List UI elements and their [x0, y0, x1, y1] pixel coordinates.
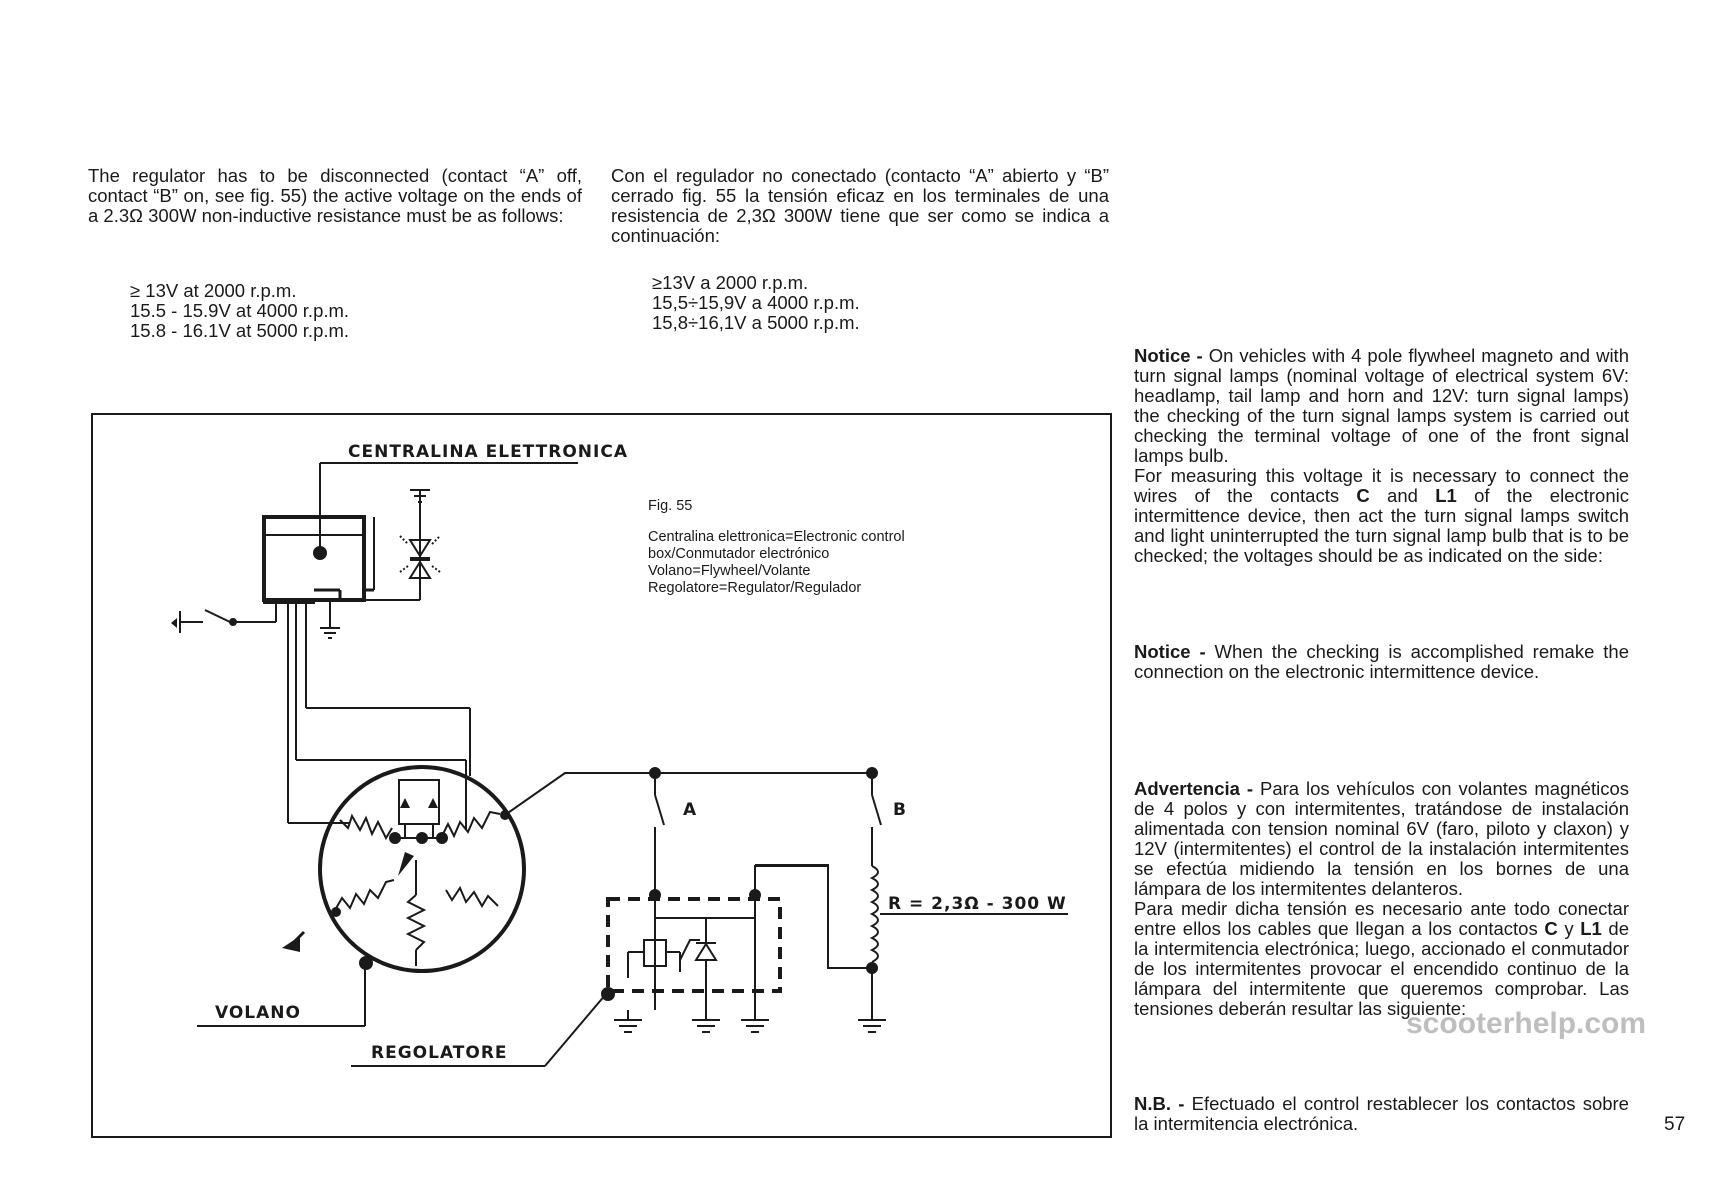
caption-line: Regolatore=Regulator/Regulador: [648, 580, 862, 596]
adv-contact-c: C: [1544, 918, 1558, 939]
spec-line: ≥13V a 2000 r.p.m.: [652, 272, 809, 293]
label-regolatore: REGOLATORE: [371, 1043, 508, 1063]
advertencia-label: Advertencia -: [1134, 778, 1254, 799]
regulator-terminal-dot: [602, 988, 614, 1000]
label-resistance: R = 2,3Ω - 300 W: [888, 894, 1067, 914]
flywheel-ground-symbol: [282, 932, 304, 952]
spec-line: 15.8 - 16.1V at 5000 r.p.m.: [130, 320, 350, 341]
label-contact-a: A: [683, 800, 698, 820]
contact-c: C: [1356, 485, 1370, 506]
caption-line: box/Conmutador electrónico: [648, 546, 830, 562]
notice-2-label: Notice -: [1134, 641, 1206, 662]
english-intro-text: The regulator has to be disconnected (contact “A” off, contact “B” on, see fig. 55) the active voltage on the ends of a 2.3Ω 300W non-inductive resistance must be as follows:: [88, 165, 582, 226]
label-centralina: CENTRALINA ELETTRONICA: [348, 442, 628, 462]
spec-line: 15,8÷16,1V a 5000 r.p.m.: [652, 312, 860, 333]
spec-line: 15,5÷15,9V a 4000 r.p.m.: [652, 292, 860, 313]
spanish-intro-text: Con el regulador no conectado (contacto “A” abierto y “B” cerrado fig. 55 la tensión eficaz en los terminales de una resistencia de 2,3Ω 300W tiene que ser como se indica a continuación:: [611, 165, 1109, 246]
and-word: and: [1369, 485, 1436, 506]
nb-text: Efectuado el control restablecer los contactos sobre la intermitencia electrónica.: [1134, 1093, 1629, 1134]
switch-b: [872, 773, 881, 866]
regulator-box: [608, 865, 828, 1012]
nb-label: N.B. -: [1134, 1093, 1185, 1114]
page-number: 57: [1664, 1114, 1686, 1135]
wire-regulator-to-resistance: [755, 865, 872, 968]
notice-1-label: Notice -: [1134, 345, 1203, 366]
caption-title: Fig. 55: [648, 498, 693, 514]
y-word: y: [1557, 918, 1581, 939]
label-contact-b: B: [893, 800, 907, 820]
ground-symbols-regulator: [614, 1010, 886, 1032]
label-volano: VOLANO: [215, 1003, 301, 1023]
advertencia-text: Para los vehículos con volantes magnéticos de 4 polos y con intermitentes, tratándose de instalación alimentada con tension nominal 6V (faro, piloto y claxon) y 12V (intermitentes) el control de la instalación intermitentes se efectúa midiendo la tensión en los bornes de una lámpara de los intermitentes delanteros.: [1134, 778, 1629, 899]
caption-line: Centralina elettronica=Electronic control: [648, 529, 905, 545]
notice-1-text-c: of the electronic intermittence device, then act the turn signal lamps switch and light uninterrupted the turn signal lamp bulb that is to be checked; the voltages should be as indicated on the side:: [1134, 485, 1629, 566]
load-resistance: [872, 866, 1068, 1010]
spec-line: ≥ 13V at 2000 r.p.m.: [130, 280, 297, 301]
watermark: scooterhelp.com: [1406, 1007, 1647, 1040]
advertencia-text-b: Para medir dicha tensión es necesario ante todo conectar entre ellos los cables que llegan a los contactos: [1134, 898, 1629, 939]
figure-caption: [648, 498, 988, 597]
ground-symbol: [320, 600, 340, 638]
caption-line: Volano=Flywheel/Volante: [648, 563, 811, 579]
adv-contact-l1: L1: [1580, 918, 1602, 939]
notice-1-text-b: For measuring this voltage it is necessary to connect the wires of the contacts: [1134, 465, 1629, 506]
notice-2-text: When the checking is accomplished remake the connection on the electronic intermittence device.: [1134, 641, 1629, 682]
spec-line: 15.5 - 15.9V at 4000 r.p.m.: [130, 300, 350, 321]
stator-terminal-dot: [332, 908, 340, 916]
contact-l1: L1: [1435, 485, 1457, 506]
switch-symbol: [171, 603, 276, 633]
notice-1-text: On vehicles with 4 pole flywheel magneto and with turn signal lamps (nominal voltage of electrical system 6V: headlamp, tail lamp and horn and 12V: turn signal lamps) the checking of the turn signal lamps system is carried out checking the terminal voltage of one of the front signal lamps bulb.: [1134, 345, 1629, 466]
wire-stator-to-bus: [505, 773, 655, 815]
stator-hub: [390, 780, 447, 876]
turn-signal-lamps-symbol: [364, 490, 440, 600]
advertencia-text-c: de la intermitencia electrónica; luego, accionado el conmutador de los intermitentes provocar el encendido continuo de la lámpara del intermitente que queremos comprobar. Las tensiones deberán resultar las siguiente:: [1134, 918, 1629, 1019]
